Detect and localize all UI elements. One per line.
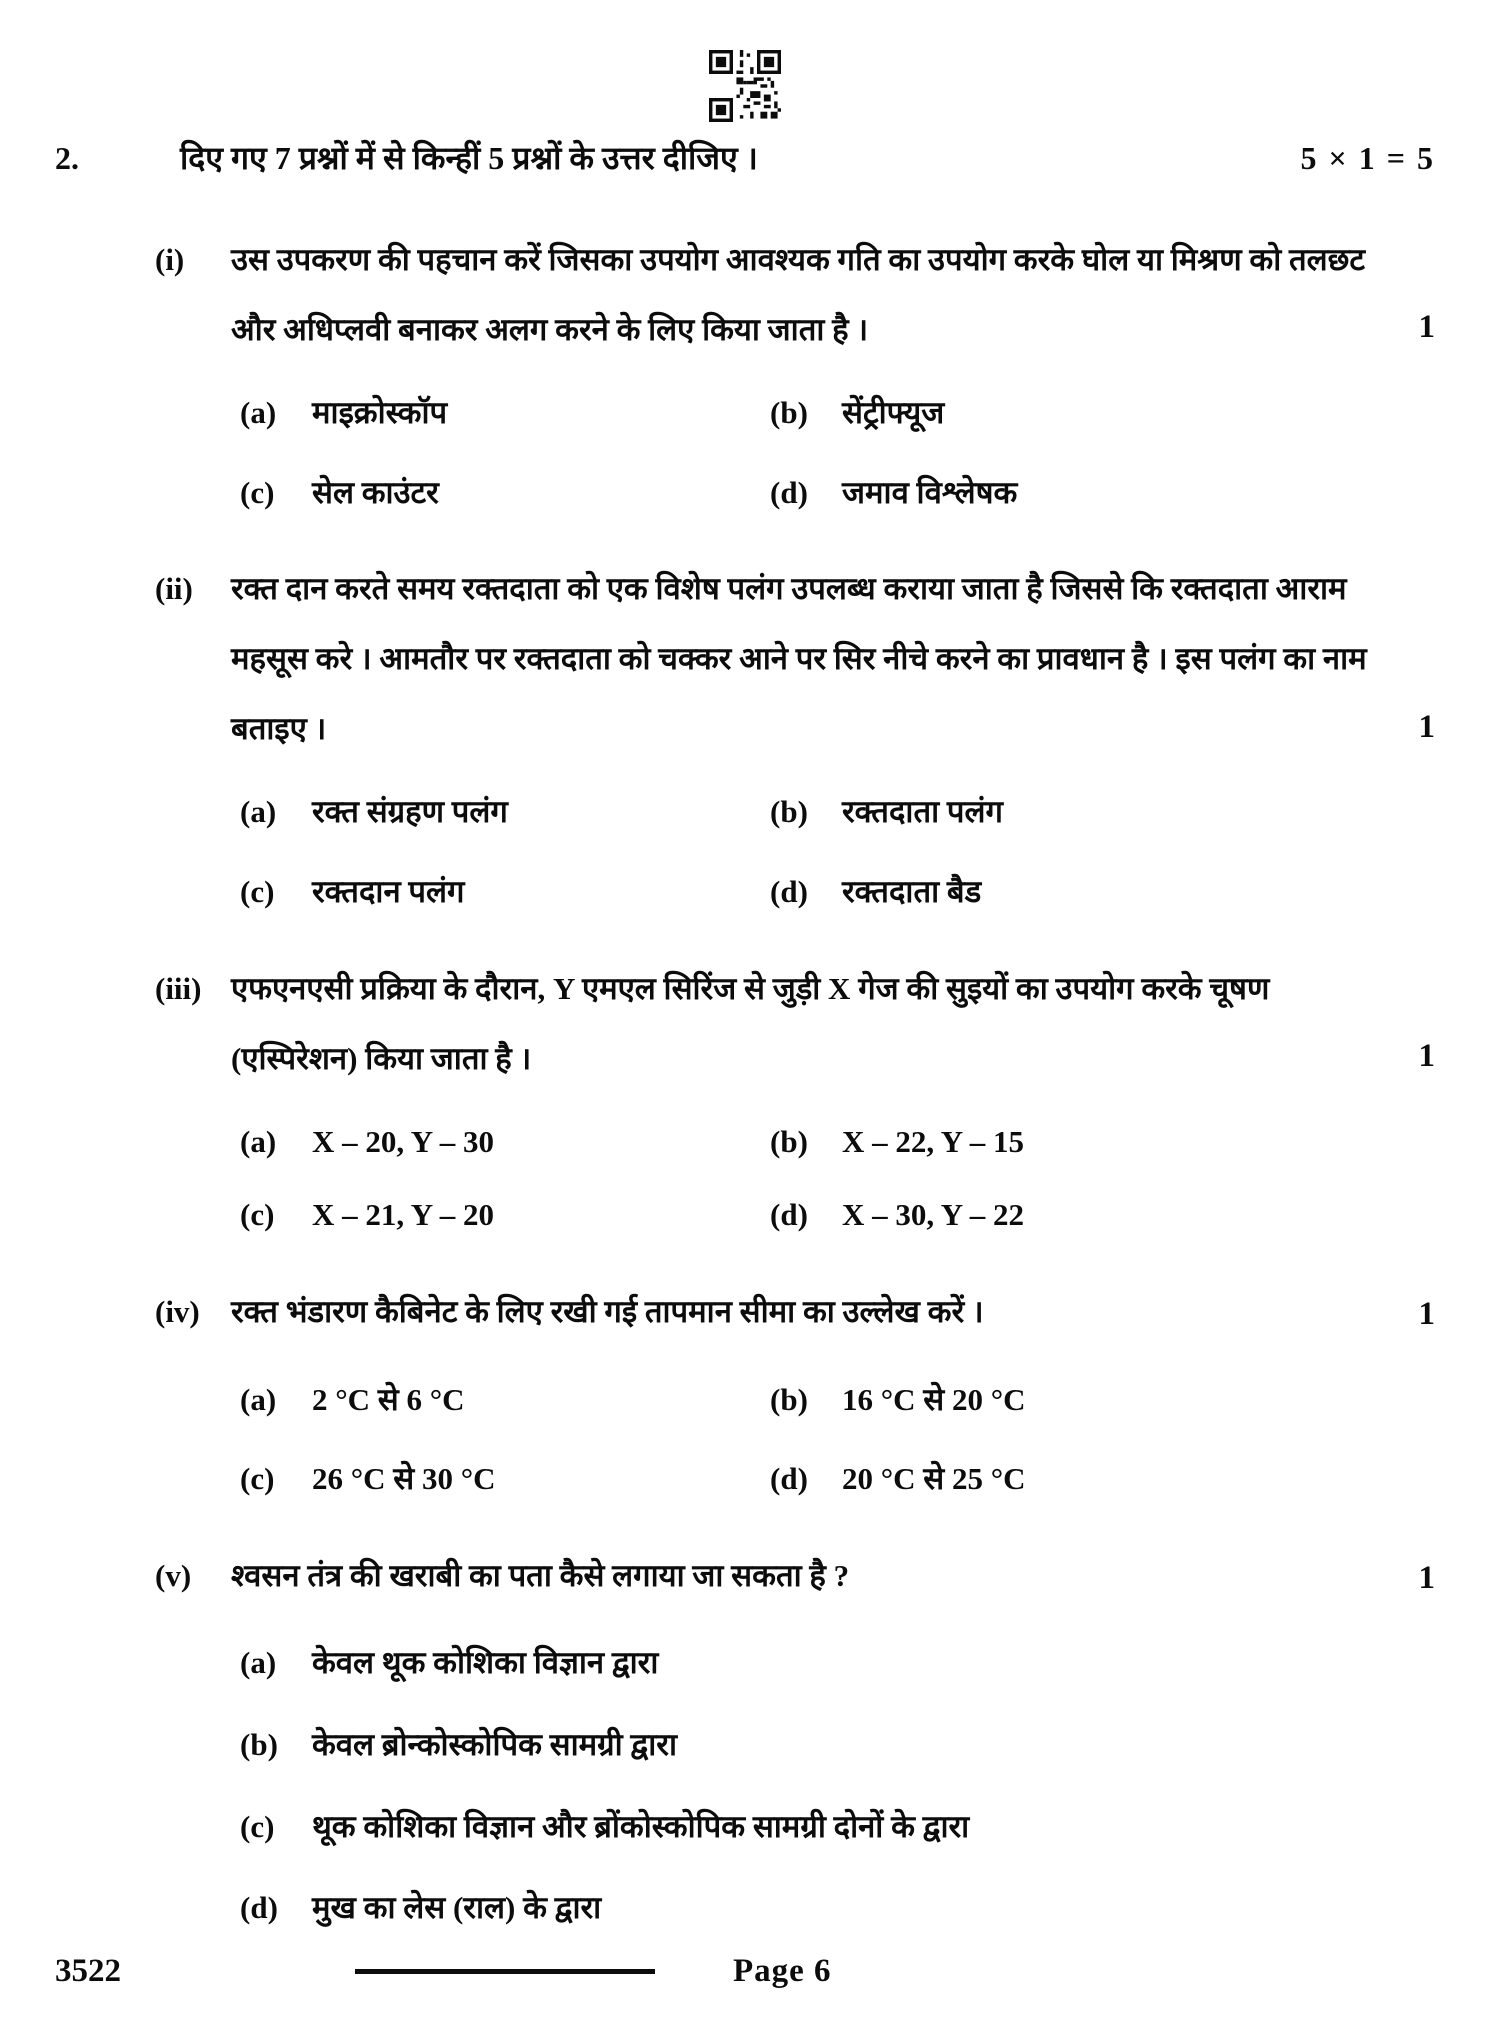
option-a [240,794,770,830]
option-label: (c) [240,873,275,909]
question-marks: 1 [1418,708,1435,745]
marks-scheme: 5 × 1 = 5 [1300,140,1435,176]
option-text: 26 °C से 30 °C [312,1461,496,1497]
option-label: (a) [240,1123,277,1159]
question-text: एफएनएसी प्रक्रिया के दौरान, Y एमएल सिरिंज से जुड़ी X गेज की सुइयों का उपयोग करके चूषण (एस्पिरेशन) किया जाता है । [231,970,1270,1076]
footer-divider [355,1969,655,1974]
option-a [240,395,770,431]
option-label: (b) [770,1381,808,1417]
option-text: सेल काउंटर [312,474,439,510]
option-label: (a) [240,1645,277,1681]
option-b [770,794,1435,830]
qr-code-container [55,0,1435,122]
option-text: जमाव विश्लेषक [842,474,1018,510]
option-label: (b) [770,394,808,430]
option-label: (c) [240,1808,275,1844]
question-row [155,954,1435,1094]
question-iv [55,1277,1435,1497]
option-c [240,874,770,910]
question-number: 2. [55,140,79,176]
option-label: (b) [240,1727,278,1763]
option-a [240,1645,1435,1681]
option-d [770,1197,1435,1233]
question-row [155,1277,1435,1352]
option-label: (c) [240,1461,275,1497]
question-row [155,554,1435,764]
option-text: रक्तदान पलंग [312,873,465,909]
options-grid [240,1382,1435,1497]
option-text: X – 20, Y – 30 [312,1123,494,1159]
option-label: (c) [240,1197,275,1233]
page-number: Page 6 [733,1953,832,1989]
option-a [240,1124,770,1160]
question-ii [55,554,1435,909]
option-text: थूक कोशिका विज्ञान और ब्रोंकोस्कोपिक सामग्री दोनों के द्वारा [312,1808,970,1844]
option-label: (a) [240,394,277,430]
option-b [770,1382,1435,1418]
question-text: रक्त भंडारण कैबिनेट के लिए रखी गई तापमान सीमा का उल्लेख करें । [231,1293,984,1329]
options-grid [240,794,1435,909]
option-text: X – 22, Y – 15 [842,1123,1024,1159]
option-d [770,874,1435,910]
option-text: रक्त संग्रहण पलंग [312,794,508,830]
option-c [240,475,770,511]
option-label: (c) [240,474,275,510]
qr-code-icon [709,50,781,122]
option-c [240,1197,770,1233]
option-c [240,1461,770,1497]
question-label: (iv) [155,1293,200,1329]
question-label: (ii) [155,571,193,607]
option-label: (d) [770,1197,808,1233]
question-text: श्वसन तंत्र की खराबी का पता कैसे लगाया जा सकता है ? [231,1557,850,1593]
option-label: (a) [240,794,277,830]
option-text: 2 °C से 6 °C [312,1381,465,1417]
option-d [770,475,1435,511]
question-marks: 1 [1418,1295,1435,1332]
question-label: (v) [155,1557,192,1593]
paper-code: 3522 [55,1953,121,1989]
section-instruction: दिए गए 7 प्रश्नों में से किन्हीं 5 प्रश्नों के उत्तर दीजिए । [180,140,758,176]
option-d [240,1890,1435,1926]
option-b [770,395,1435,431]
options-grid [240,395,1435,510]
option-text: माइक्रोस्कॉप [312,394,448,430]
option-text: 20 °C से 25 °C [842,1461,1026,1497]
option-a [240,1382,770,1418]
option-b [240,1727,1435,1763]
option-text: केवल ब्रोन्कोस्कोपिक सामग्री द्वारा [312,1727,677,1763]
question-iii [55,954,1435,1233]
question-marks: 1 [1418,309,1435,346]
question-marks: 1 [1418,1559,1435,1596]
question-i [55,225,1435,510]
options-grid [240,1124,1435,1233]
option-b [770,1124,1435,1160]
option-text: केवल थूक कोशिका विज्ञान द्वारा [312,1645,659,1681]
question-label: (i) [155,241,185,277]
question-text: उस उपकरण की पहचान करें जिसका उपयोग आवश्यक गति का उपयोग करके घोल या मिश्रण को तलछट और अधिप्लवी बनाकर अलग करने के लिए किया जाता है । [231,241,1366,347]
option-text: X – 30, Y – 22 [842,1197,1024,1233]
option-text: मुख का लेस (राल) के द्वारा [312,1890,602,1926]
question-row [155,1541,1435,1616]
option-d [770,1461,1435,1497]
options-list [240,1645,1435,1926]
option-text: सेंट्रीफ्यूज [842,394,945,430]
option-label: (d) [770,474,808,510]
option-label: (a) [240,1381,277,1417]
option-c [240,1809,1435,1845]
option-label: (b) [770,1123,808,1159]
option-label: (b) [770,794,808,830]
question-label: (iii) [155,970,202,1006]
option-text: X – 21, Y – 20 [312,1197,494,1233]
question-text: रक्त दान करते समय रक्तदाता को एक विशेष पलंग उपलब्ध कराया जाता है जिससे कि रक्तदाता आराम महसूस करे । आमतौर पर रक्तदाता को चक्कर आने पर सिर नीचे करने का प्रावधान है । इस पलंग का नाम बताइए । [231,571,1367,747]
option-label: (d) [240,1890,278,1926]
option-text: रक्तदाता पलंग [842,794,1003,830]
question-marks: 1 [1418,1038,1435,1075]
option-text: 16 °C से 20 °C [842,1381,1026,1417]
option-label: (d) [770,873,808,909]
question-row [155,225,1435,365]
question-v [55,1541,1435,1926]
option-text: रक्तदाता बैड [842,873,982,909]
option-label: (d) [770,1461,808,1497]
page-footer [55,1953,1435,1990]
section-header [55,136,1435,181]
